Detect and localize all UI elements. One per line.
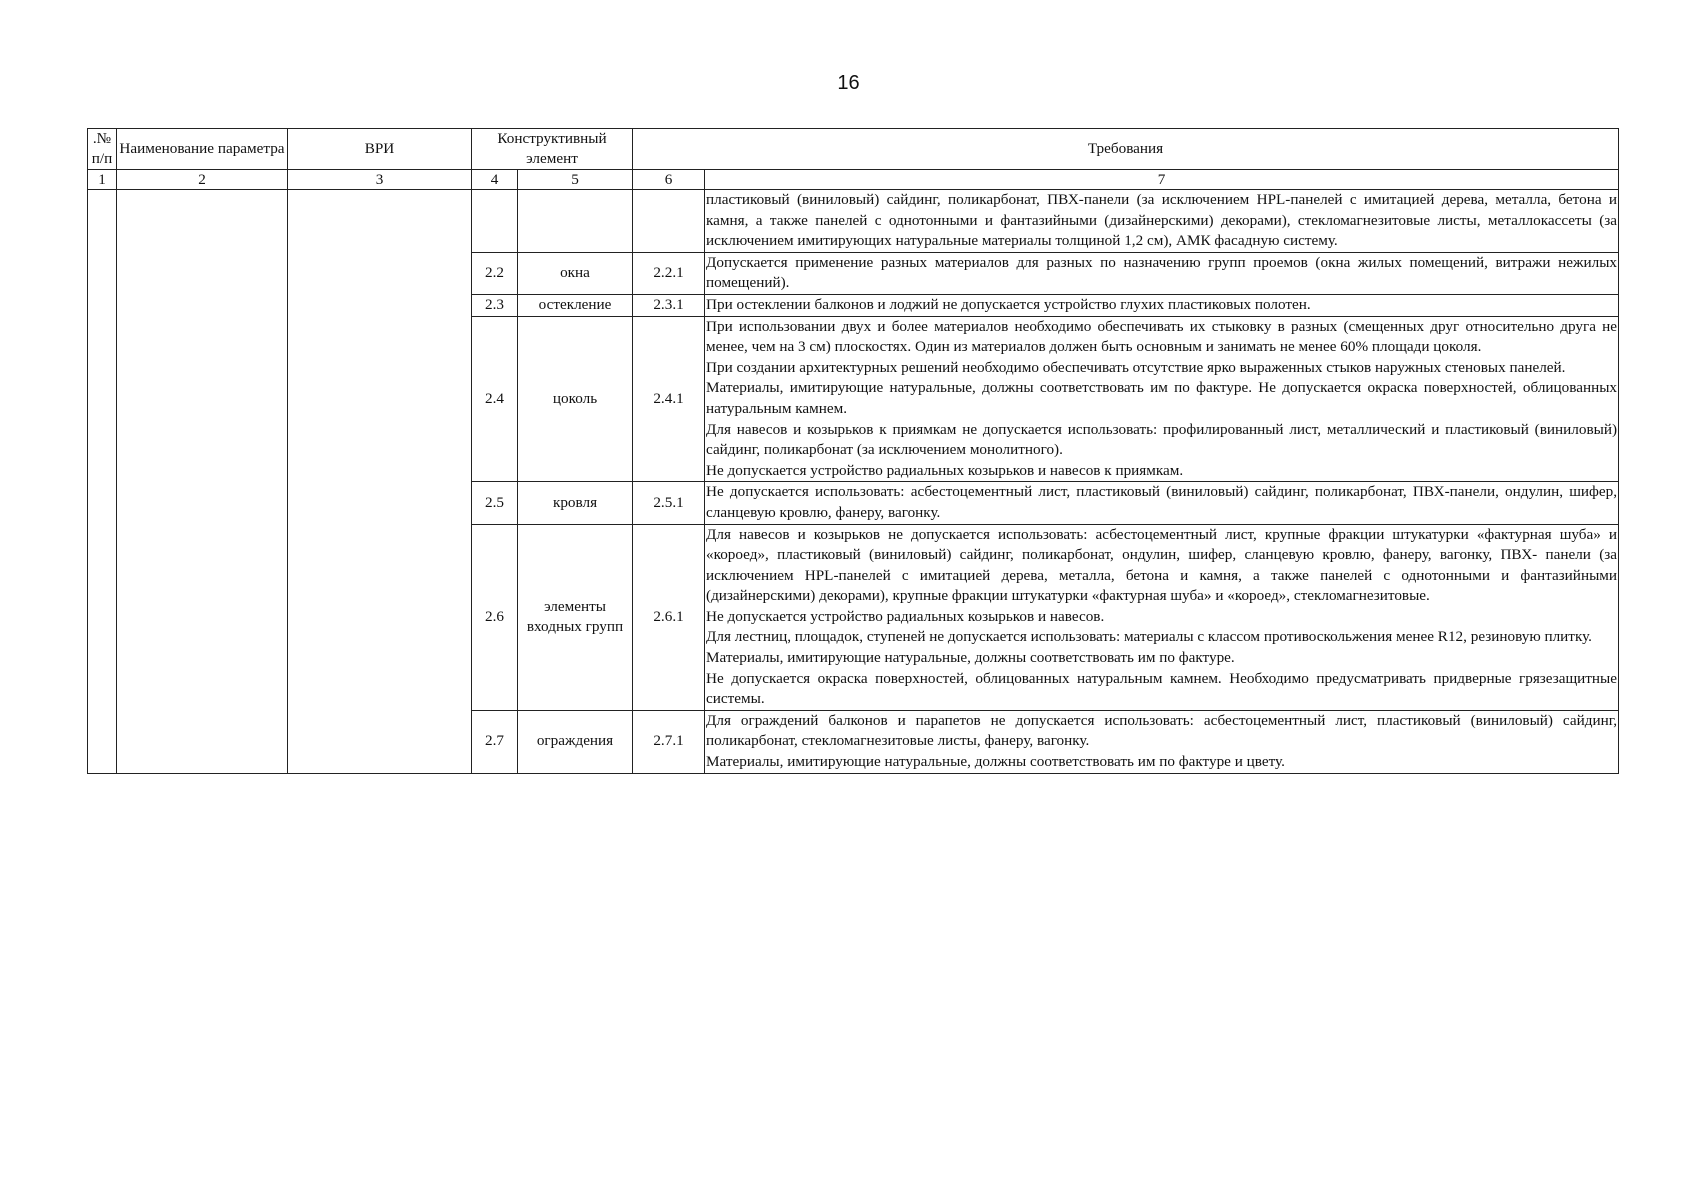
element-number: 2.2 — [472, 252, 518, 294]
requirement-number: 2.6.1 — [633, 524, 705, 710]
requirement-text — [705, 190, 1619, 253]
requirement-paragraph: Не допускается устройство радиальных козырьков и навесов к приямкам. — [706, 461, 1184, 479]
column-number: 5 — [518, 170, 633, 190]
requirement-paragraph: Не допускается окраска поверхностей, облицованных натуральным камнем. Необходимо предусматривать придверные грязезащитные системы. — [706, 669, 1618, 708]
header-number: .№ п/п — [88, 129, 117, 170]
element-number: 2.3 — [472, 294, 518, 316]
column-number-row — [88, 170, 1619, 190]
table-row — [88, 190, 1619, 253]
element-name: остекление — [518, 294, 633, 316]
column-number: 7 — [705, 170, 1619, 190]
element-name — [518, 190, 633, 253]
requirement-text — [705, 294, 1619, 316]
vri-cell — [288, 190, 472, 774]
element-name: цоколь — [518, 316, 633, 482]
element-number: 2.4 — [472, 316, 518, 482]
column-number: 1 — [88, 170, 117, 190]
requirement-text — [705, 316, 1619, 482]
header-row — [88, 129, 1619, 170]
element-name: ограждения — [518, 710, 633, 773]
page-number: 16 — [837, 72, 860, 94]
requirement-paragraph: Материалы, имитирующие натуральные, должны соответствовать им по фактуре. Не допускается окраска поверхностей, облицованных натуральным камнем. — [706, 379, 1618, 417]
requirement-text — [705, 252, 1619, 294]
element-name: окна — [518, 252, 633, 294]
column-number: 4 — [472, 170, 518, 190]
requirement-paragraph: При использовании двух и более материалов необходимо обеспечивать их стыковку в разных (смещенных друг относительно друга не менее, чем на 3 см) плоскостях. Один из материалов должен быть основным и занимать не менее 60% площади цоколя. — [706, 317, 1618, 356]
requirement-paragraph: Для ограждений балконов и парапетов не допускается использовать: асбестоцементный лист, пластиковый (виниловый) сайдинг, поликарбонат, стекломагнезитовые листы, фанеру, вагонку. — [706, 711, 1618, 750]
requirement-paragraph: Допускается применение разных материалов для разных по назначению групп проемов (окна жилых помещений, витражи нежилых помещений). — [706, 253, 1618, 292]
requirement-number: 2.4.1 — [633, 316, 705, 482]
requirement-paragraph: Для навесов и козырьков к приямкам не допускается использовать: профилированный лист, металлический и пластиковый (виниловый) сайдинг, поликарбонат (за исключением монолитного). — [706, 420, 1618, 459]
requirement-number: 2.5.1 — [633, 482, 705, 524]
column-number: 2 — [117, 170, 288, 190]
requirement-number: 2.7.1 — [633, 710, 705, 773]
requirement-paragraph: При остеклении балконов и лоджий не допускается устройство глухих пластиковых полотен. — [706, 295, 1311, 313]
parameter-name-cell — [117, 190, 288, 774]
element-number: 2.7 — [472, 710, 518, 773]
element-number: 2.5 — [472, 482, 518, 524]
requirement-paragraph: Для лестниц, площадок, ступеней не допускается использовать: материалы с классом противоскольжения менее R12, резиновую плитку. — [706, 628, 1592, 646]
requirement-text — [705, 524, 1619, 710]
header-requirements: Требования — [633, 129, 1619, 170]
requirement-number: 2.3.1 — [633, 294, 705, 316]
element-number: 2.6 — [472, 524, 518, 710]
requirement-number: 2.2.1 — [633, 252, 705, 294]
requirements-table — [87, 128, 1619, 774]
requirement-paragraph: Материалы, имитирующие натуральные, должны соответствовать им по фактуре и цвету. — [706, 753, 1285, 771]
element-number — [472, 190, 518, 253]
element-name: элементы входных групп — [518, 524, 633, 710]
requirement-paragraph: пластиковый (виниловый) сайдинг, поликарбонат, ПВХ-панели (за исключением HPL-панелей с имитацией дерева, металла, бетона и камня, а также панелей с однотонными и фантазийными (дизайнерскими) декорами), стекломагнезитовые листы, металлокассеты (за исключением имитирующих натуральные материалы толщиной 1,2 см), АМК фасадную систему. — [706, 191, 1618, 250]
requirement-text — [705, 482, 1619, 524]
requirement-paragraph: Для навесов и козырьков не допускается использовать: асбестоцементный лист, крупные фракции штукатурки «фактурная шуба» и «короед», пластиковый (виниловый) сайдинг, поликарбонат, ондулин, шифер, сланцевую кровлю, фанеру, вагонку, ПВХ- панели (за исключением HPL-панелей с имитацией дерева, металла, бетона и камня, а также панелей с однотонными и фантазийными (дизайнерскими) декорами), крупные фракции штукатурки «фактурная шуба» и «короед», стекломагнезитовые. — [706, 525, 1618, 605]
requirement-paragraph: При создании архитектурных решений необходимо обеспечивать отсутствие ярко выраженных стыков наружных стеновых панелей. — [706, 358, 1566, 376]
requirement-paragraph: Не допускается использовать: асбестоцементный лист, пластиковый (виниловый) сайдинг, поликарбонат, ПВХ-панели, ондулин, шифер, сланцевую кровлю, фанеру, вагонку. — [706, 483, 1618, 521]
requirement-number — [633, 190, 705, 253]
requirement-text — [705, 710, 1619, 773]
header-parameter-name: Наименование параметра — [117, 129, 288, 170]
row-number-cell — [88, 190, 117, 774]
column-number: 3 — [288, 170, 472, 190]
header-vri: ВРИ — [288, 129, 472, 170]
requirement-paragraph: Материалы, имитирующие натуральные, должны соответствовать им по фактуре. — [706, 649, 1235, 667]
element-name: кровля — [518, 482, 633, 524]
column-number: 6 — [633, 170, 705, 190]
requirement-paragraph: Не допускается устройство радиальных козырьков и навесов. — [706, 607, 1105, 625]
header-structural-element: Конструктивный элемент — [472, 129, 633, 170]
